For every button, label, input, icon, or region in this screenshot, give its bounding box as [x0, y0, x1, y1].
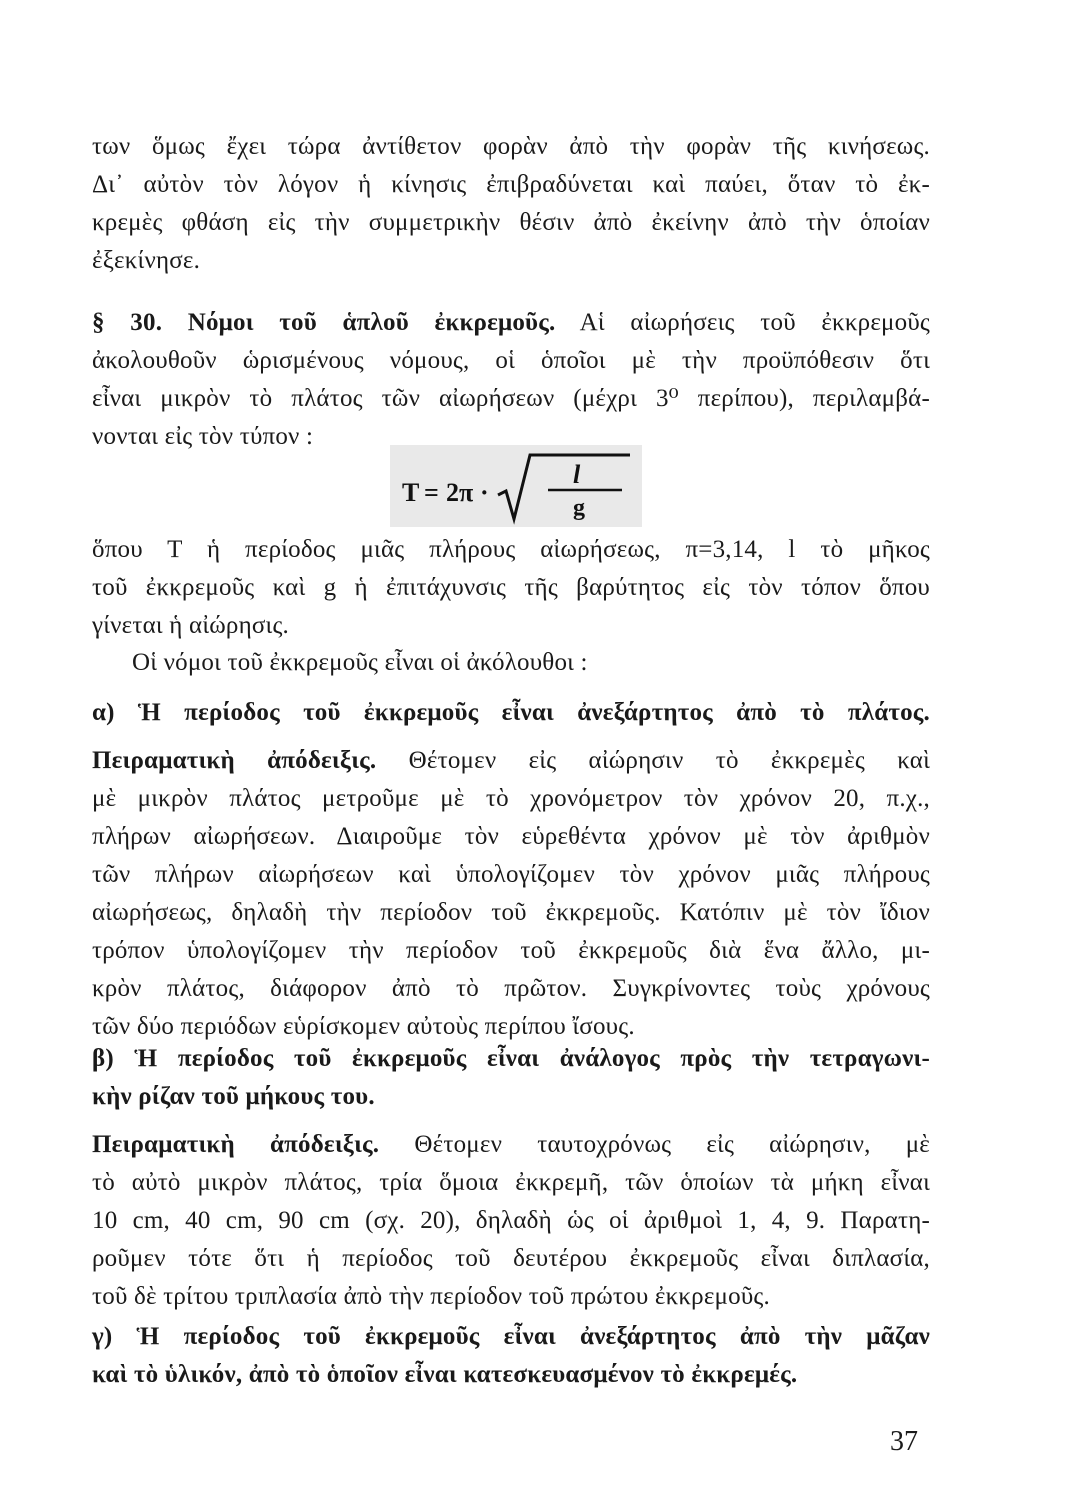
text-line: τῶν πλήρων αἰωρήσεων καὶ ὑπολογίζομεν τὸν χρόνον μιᾶς πλήρους [92, 861, 930, 888]
text-line: πλήρων αἰωρήσεων. Διαιροῦμε τὸν εὑρεθέντα χρόνον μὲ τὸν ἀριθμὸν [92, 823, 930, 850]
text-line: 10 cm, 40 cm, 90 cm (σχ. 20), δηλαδὴ ὡς οἱ ἀριθμοὶ 1, 4, 9. Παρατη- [92, 1207, 930, 1234]
formula-dot: · [480, 478, 489, 507]
paragraph-continuation [92, 128, 930, 280]
law-a-title [92, 694, 930, 732]
text-line: ἐξεκίνησε. [92, 247, 201, 274]
formula-explanation [92, 531, 930, 645]
text-line: Δι᾿ αὐτὸν τὸν λόγον ἡ κίνησις ἐπιβραδύνεται καὶ παύει, ὅταν τὸ ἐκ- [92, 171, 930, 198]
radical-sign [498, 455, 630, 519]
text-line: β) Ἡ περίοδος τοῦ ἐκκρεμοῦς εἶναι ἀνάλογος πρὸς τὴν τετραγωνι- [92, 1045, 930, 1072]
text-line: τῶν δύο περιόδων εὑρίσκομεν αὐτοὺς περίπου ἴσους. [92, 1013, 635, 1040]
text-line: ἀκολουθοῦν ὡρισμένους νόμους, οἱ ὁποῖοι μὲ τὴν προϋπόθεσιν ὅτι [92, 347, 930, 374]
proof-first-line [92, 1126, 930, 1164]
text-line: γ) Ἡ περίοδος τοῦ ἐκκρεμοῦς εἶναι ἀνεξάρτητος ἀπὸ τὴν μᾶζαν [92, 1323, 930, 1350]
proof-label: Πειραματικὴ ἀπόδειξις. [92, 747, 377, 774]
formula-denominator: g [573, 495, 585, 521]
text-fragment: Θέτομεν ταυτοχρόνως εἰς αἰώρησιν, μὲ [414, 1131, 930, 1158]
formula-numerator: l [573, 460, 581, 489]
text-line: αἰωρήσεως, δηλαδὴ τὴν περίοδον τοῦ ἐκκρεμοῦς. Κατόπιν μὲ τὸν ἴδιον [92, 899, 930, 926]
formula-lhs: T [402, 478, 420, 507]
formula-graphic [390, 445, 642, 527]
text-line: τοῦ δὲ τρίτου τριπλασία ἀπὸ τὴν περίοδον τοῦ πρώτου ἐκκρεμοῦς. [92, 1283, 770, 1310]
text-line: κρεμὲς φθάση εἰς τὴν συμμετρικὴν θέσιν ἀπὸ ἐκείνην ἀπὸ τὴν ὁποίαν [92, 209, 930, 236]
text-fragment: Θέτομεν εἰς αἰώρησιν τὸ ἐκκρεμὲς καὶ [408, 747, 930, 774]
laws-intro [132, 644, 930, 682]
text-line: μὲ μικρὸν πλάτος μετροῦμε μὲ τὸ χρονόμετρον τὸν χρόνον 20, π.χ., [92, 785, 930, 812]
text-line: τὸ αὐτὸ μικρὸν πλάτος, τρία ὅμοια ἐκκρεμῆ, τῶν ὁποίων τὰ μήκη εἶναι [92, 1169, 930, 1196]
text-line: γίνεται ἡ αἰώρησις. [92, 612, 290, 639]
text-line: τοῦ ἐκκρεμοῦς καὶ g ἡ ἐπιτάχυνσις τῆς βαρύτητος εἰς τὸν τόπον ὅπου [92, 574, 930, 601]
section-heading-line [92, 304, 930, 342]
text-line: τρόπον ὑπολογίζομεν τὴν περίοδον τοῦ ἐκκρεμοῦς διὰ ἕνα ἄλλο, μι- [92, 937, 930, 964]
law-a-proof [92, 742, 930, 1046]
proof-label: Πειραματικὴ ἀπόδειξις. [92, 1131, 380, 1158]
formula-equals: = [424, 478, 439, 507]
text-line: κρὸν πλάτος, διάφορον ἀπὸ τὸ πρῶτον. Συγκρίνοντες τοὺς χρόνους [92, 975, 930, 1002]
section-heading: § 30. Νόμοι τοῦ ἁπλοῦ ἐκκρεμοῦς. [92, 309, 556, 336]
text-line: ροῦμεν τότε ὅτι ἡ περίοδος τοῦ δευτέρου ἐκκρεμοῦς εἶναι διπλασία, [92, 1245, 930, 1272]
text-line: Οἱ νόμοι τοῦ ἐκκρεμοῦς εἶναι οἱ ἀκόλουθοι : [132, 649, 588, 676]
proof-first-line [92, 742, 930, 780]
law-b-title [92, 1040, 930, 1116]
text-line: ὅπου Τ ἡ περίοδος μιᾶς πλήρους αἰωρήσεως, π=3,14, l τὸ μῆκος [92, 536, 930, 563]
text-line: κὴν ρίζαν τοῦ μήκους του. [92, 1083, 375, 1110]
page-number: 37 [890, 1426, 918, 1457]
period-formula [390, 445, 642, 527]
text-line: α) Ἡ περίοδος τοῦ ἐκκρεμοῦς εἶναι ἀνεξάρτητος ἀπὸ τὸ πλάτος. [92, 699, 930, 726]
law-b-proof [92, 1126, 930, 1316]
law-c-title [92, 1318, 930, 1394]
formula-factor: 2π [446, 478, 474, 507]
text-line: των ὅμως ἔχει τώρα ἀντίθετον φορὰν ἀπὸ τὴν φορὰν τῆς κινήσεως. [92, 133, 930, 160]
text-line: εἶναι μικρὸν τὸ πλάτος τῶν αἰωρήσεων (μέχρι 3⁰ περίπου), περιλαμβά- [92, 385, 930, 412]
text-line: καὶ τὸ ὑλικόν, ἀπὸ τὸ ὁποῖον εἶναι κατεσκευασμένον τὸ ἐκκρεμές. [92, 1361, 798, 1388]
text-line: νονται εἰς τὸν τύπον : [92, 423, 314, 450]
section-30 [92, 304, 930, 456]
text-fragment: Αἱ αἰωρήσεις τοῦ ἐκκρεμοῦς [579, 309, 931, 336]
